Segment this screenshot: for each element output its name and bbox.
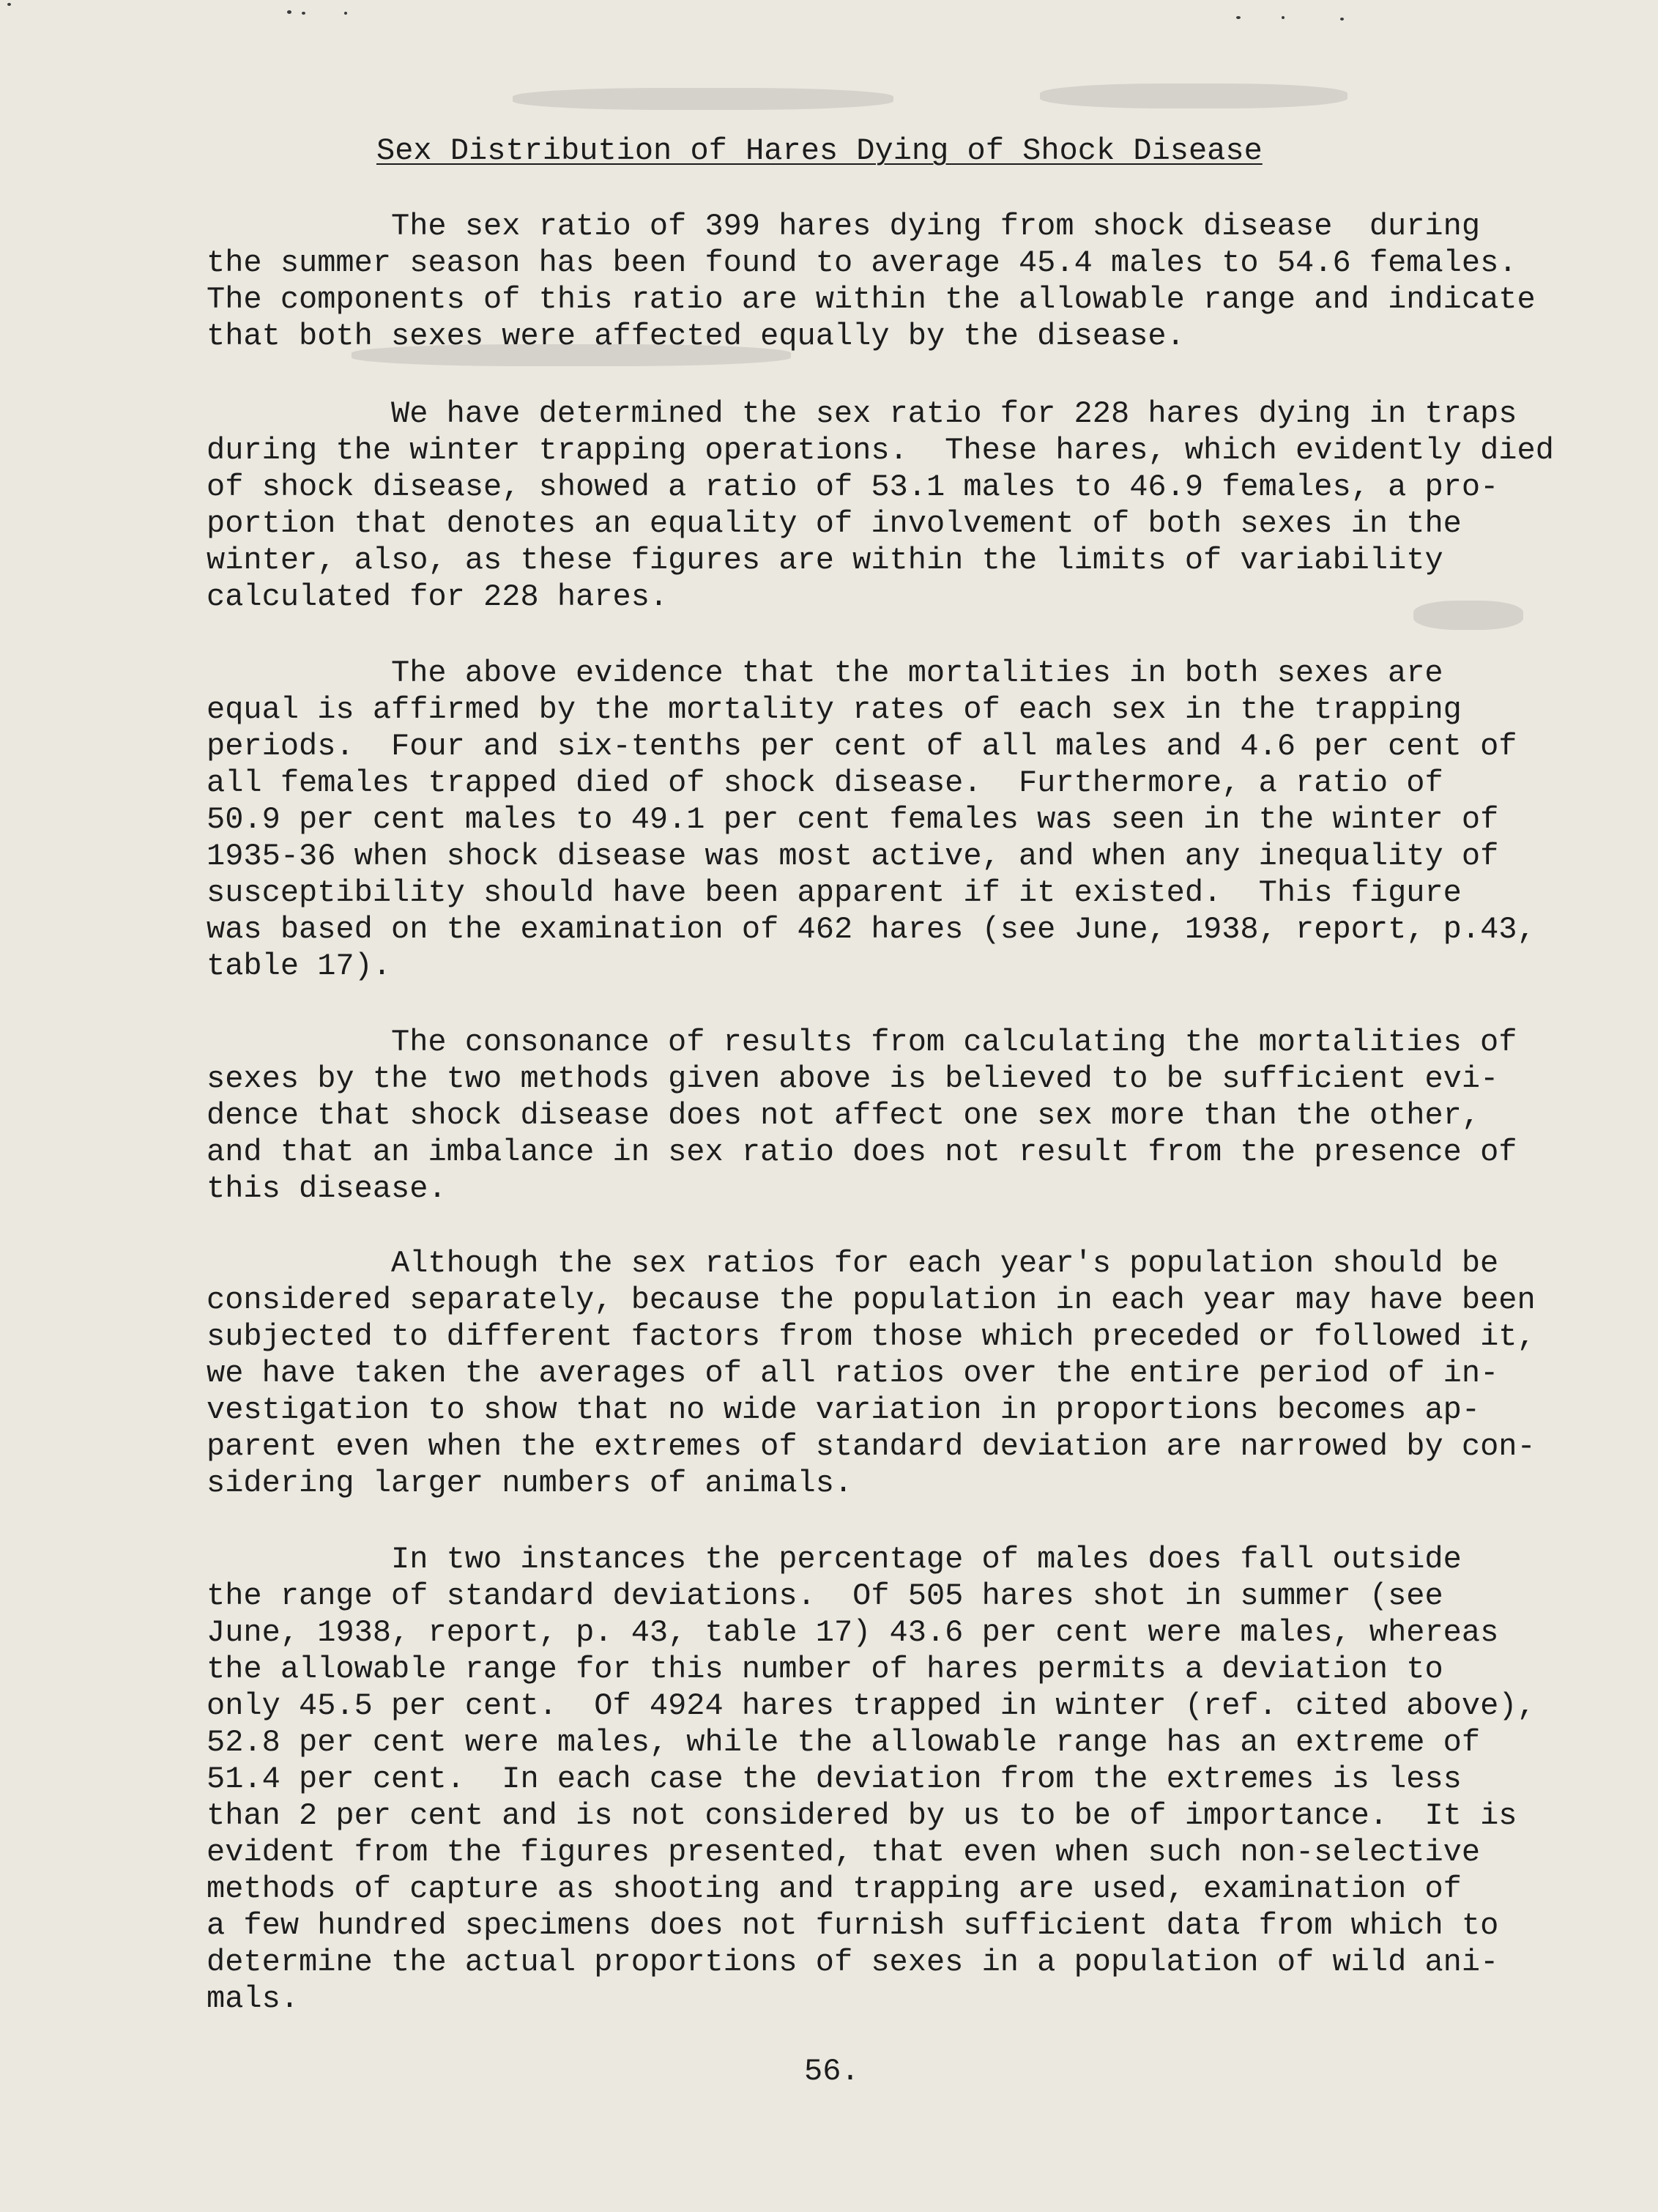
ink-speck xyxy=(1340,18,1344,21)
bleed-through-mark xyxy=(1040,83,1347,108)
paragraph-summer-sex-ratio xyxy=(207,208,1569,355)
ink-speck xyxy=(7,3,11,6)
ink-speck xyxy=(1236,16,1241,19)
paragraph-line: considered separately, because the population in each year may have been xyxy=(207,1283,1536,1318)
paragraph-line: during the winter trapping operations. These hares, which evidently died xyxy=(207,433,1554,468)
paragraph-line: 1935-36 when shock disease was most active, and when any inequality of xyxy=(207,839,1499,874)
paragraph-line: The consonance of results from calculating the mortalities of xyxy=(391,1025,1517,1060)
ink-speck xyxy=(287,10,291,14)
paragraph-line: table 17). xyxy=(207,949,392,984)
paragraph-line: dence that shock disease does not affect one sex more than the other, xyxy=(207,1098,1481,1133)
paragraph-line: June, 1938, report, p. 43, table 17) 43.6 per cent were males, whereas xyxy=(207,1615,1499,1650)
paragraph-line: The components of this ratio are within the allowable range and indicate xyxy=(207,282,1536,317)
ink-speck xyxy=(344,12,347,15)
paragraph-line: The sex ratio of 399 hares dying from shock disease during xyxy=(391,209,1481,244)
paragraph-deviation-instances xyxy=(207,1541,1569,2017)
paragraph-line: sidering larger numbers of animals. xyxy=(207,1466,853,1501)
paragraph-line: vestigation to show that no wide variation in proportions becomes ap- xyxy=(207,1392,1481,1428)
paragraph-line: evident from the figures presented, that even when such non-selective xyxy=(207,1835,1481,1870)
paragraph-line: mals. xyxy=(207,1981,300,2016)
paragraph-line: We have determined the sex ratio for 228 hares dying in traps xyxy=(391,396,1517,431)
paragraph-line: In two instances the percentage of males does fall outside xyxy=(391,1542,1462,1577)
paragraph-winter-trap-ratio xyxy=(207,396,1569,615)
paragraph-line: this disease. xyxy=(207,1171,447,1206)
paragraph-line: only 45.5 per cent. Of 4924 hares trapped in winter (ref. cited above), xyxy=(207,1688,1536,1723)
paragraph-line: determine the actual proportions of sexes in a population of wild ani- xyxy=(207,1945,1499,1980)
paragraph-line: periods. Four and six-tenths per cent of all males and 4.6 per cent of xyxy=(207,729,1517,764)
paragraph-line: of shock disease, showed a ratio of 53.1 males to 46.9 females, a pro- xyxy=(207,470,1499,505)
paragraph-line: methods of capture as shooting and trapping are used, examination of xyxy=(207,1871,1462,1907)
paragraph-line: portion that denotes an equality of involvement of both sexes in the xyxy=(207,506,1462,541)
paragraph-line: The above evidence that the mortalities in both sexes are xyxy=(391,656,1443,691)
paragraph-line: equal is affirmed by the mortality rates of each sex in the trapping xyxy=(207,692,1462,727)
paragraph-line: the range of standard deviations. Of 505 hares shot in summer (see xyxy=(207,1578,1443,1614)
paragraph-line: than 2 per cent and is not considered by us to be of importance. It is xyxy=(207,1798,1517,1833)
paragraph-line: that both sexes were affected equally by the disease. xyxy=(207,319,1185,354)
paragraph-line: Although the sex ratios for each year's population should be xyxy=(391,1246,1499,1281)
page-number: 56. xyxy=(804,2054,860,2089)
ink-speck xyxy=(302,12,305,15)
paragraph-line: subjected to different factors from those which preceded or followed it, xyxy=(207,1319,1536,1354)
paragraph-line: 51.4 per cent. In each case the deviation from the extremes is less xyxy=(207,1762,1462,1797)
paragraph-line: susceptibility should have been apparent if it existed. This figure xyxy=(207,875,1462,910)
paragraph-line: sexes by the two methods given above is believed to be sufficient evi- xyxy=(207,1061,1499,1096)
paragraph-line: 52.8 per cent were males, while the allowable range has an extreme of xyxy=(207,1725,1481,1760)
paragraph-line: a few hundred specimens does not furnish sufficient data from which to xyxy=(207,1908,1499,1943)
ink-speck xyxy=(1282,16,1285,19)
paragraph-line: winter, also, as these figures are within the limits of variability xyxy=(207,543,1443,578)
page-title: Sex Distribution of Hares Dying of Shock Disease xyxy=(376,133,1263,168)
paragraph-line: all females trapped died of shock disease. Furthermore, a ratio of xyxy=(207,765,1443,801)
paragraph-line: 50.9 per cent males to 49.1 per cent females was seen in the winter of xyxy=(207,802,1499,837)
paragraph-yearly-averages xyxy=(207,1245,1569,1502)
paragraph-mortality-rates xyxy=(207,655,1569,984)
paragraph-line: and that an imbalance in sex ratio does not result from the presence of xyxy=(207,1135,1517,1170)
paragraph-line: the summer season has been found to average 45.4 males to 54.6 females. xyxy=(207,245,1517,281)
bleed-through-mark xyxy=(513,88,893,110)
paragraph-consonance-of-results xyxy=(207,1024,1569,1207)
paragraph-line: the allowable range for this number of hares permits a deviation to xyxy=(207,1652,1443,1687)
paragraph-line: we have taken the averages of all ratios over the entire period of in- xyxy=(207,1356,1499,1391)
paragraph-line: parent even when the extremes of standard deviation are narrowed by con- xyxy=(207,1429,1536,1464)
paragraph-line: calculated for 228 hares. xyxy=(207,579,669,615)
paragraph-line: was based on the examination of 462 hares (see June, 1938, report, p.43, xyxy=(207,912,1536,947)
